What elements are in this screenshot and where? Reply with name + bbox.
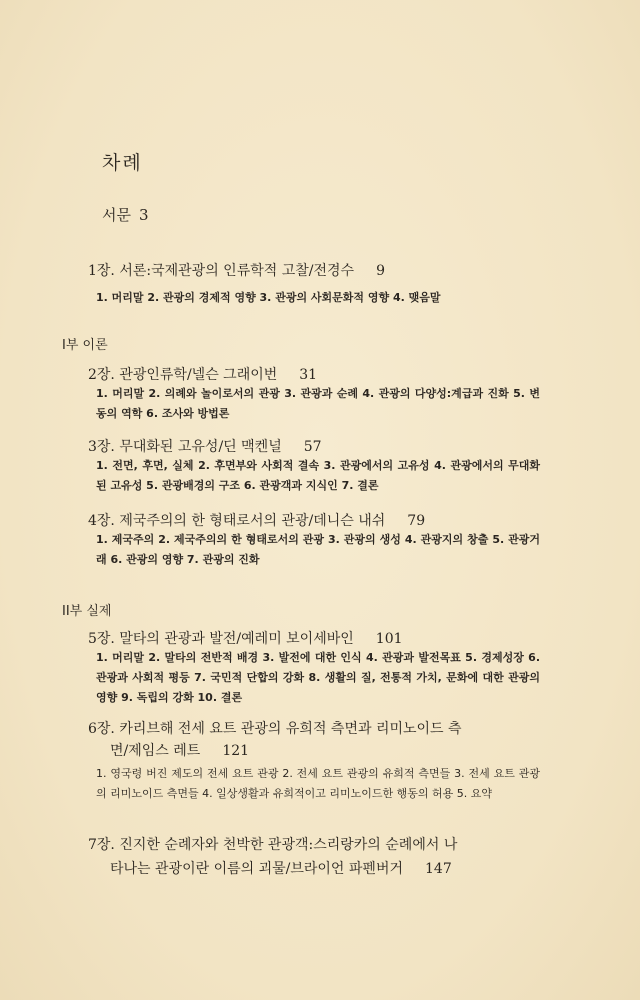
chapter-sections-ch5: 1. 머리말 2. 말타의 전반적 배경 3. 발전에 대한 인식 4. 관광과 발전목표 5. 경제성장 6. 관광과 사회적 평등 7. 국민적 단합의 강화 8. 생활의 질, 전통적 가치, 문화에 대한 관광의 영향 9. 독립의 강화 10. 결론 <box>96 651 540 704</box>
toc-entry-ch5 <box>88 628 403 648</box>
toc-entry-ch4 <box>88 510 425 530</box>
chapter-heading: 면/제임스 레트 <box>110 743 201 759</box>
page-number: 57 <box>303 439 322 455</box>
part-heading-1: I부 이론 <box>62 338 108 353</box>
chapter-heading: 타나는 관광이란 이름의 괴물/브라이언 파펜버거 <box>110 861 403 877</box>
page-number: 121 <box>222 743 250 759</box>
chapter-heading: 5장. 말타의 관광과 발전/예레미 보이세바인 <box>88 631 354 647</box>
chapter-sections-ch6: 1. 영국령 버진 제도의 전세 요트 관광 2. 전세 요트 관광의 유희적 측면들 3. 전세 요트 관광의 리미노이드 측면들 4. 일상생활과 유희적이고 리미노이드한 행동의 허용 5. 요약 <box>96 767 540 800</box>
chapter-heading: 4장. 제국주의의 한 형태로서의 관광/데니슨 내쉬 <box>88 513 386 529</box>
chapter-heading: 1장. 서론:국제관광의 인류학적 고찰/전경수 <box>88 263 355 279</box>
chapter-sections-ch2: 1. 머리말 2. 의례와 놀이로서의 관광 3. 관광과 순례 4. 관광의 다양성:계급과 진화 5. 변동의 역학 6. 조사와 방법론 <box>96 387 540 420</box>
page-number: 147 <box>425 861 452 877</box>
chapter-sections-ch1: 1. 머리말 2. 관광의 경제적 영향 3. 관광의 사회문화적 영향 4. 맺음말 <box>96 291 441 304</box>
page-number: 3 <box>138 206 149 224</box>
page-number: 79 <box>407 513 426 529</box>
toc-entry-ch6-line1: 6장. 카리브해 전세 요트 관광의 유희적 측면과 리미노이드 측 <box>88 721 462 737</box>
chapter-heading: 2장. 관광인류학/넬슨 그래이번 <box>88 367 278 383</box>
page-number: 9 <box>376 263 385 279</box>
entry-label: 서문 <box>102 206 131 224</box>
toc-entry-preface <box>102 204 149 225</box>
part-heading-2: II부 실제 <box>62 604 112 619</box>
chapter-sections-ch3: 1. 전면, 후면, 실체 2. 후면부와 사회적 결속 3. 관광에서의 고유성 4. 관광에서의 무대화된 고유성 5. 관광배경의 구조 6. 관광객과 지식인 7. 결론 <box>96 459 540 492</box>
toc-title: 차례 <box>102 152 143 174</box>
toc-entry-ch7-line1: 7장. 진지한 순례자와 천박한 관광객:스리랑카의 순례에서 나 <box>88 837 458 853</box>
toc-entry-ch2 <box>88 364 317 384</box>
chapter-heading: 3장. 무대화된 고유성/딘 맥켄널 <box>88 439 282 455</box>
page-number: 31 <box>299 367 318 383</box>
toc-entry-ch7-line2 <box>110 858 452 878</box>
page-number: 101 <box>375 631 403 647</box>
toc-entry-ch6-line2 <box>110 740 249 760</box>
toc-entry-ch1 <box>88 260 385 280</box>
toc-entry-ch3 <box>88 436 322 456</box>
chapter-sections-ch4: 1. 제국주의 2. 제국주의의 한 형태로서의 관광 3. 관광의 생성 4. 관광지의 창출 5. 관광거래 6. 관광의 영향 7. 관광의 진화 <box>96 533 540 566</box>
